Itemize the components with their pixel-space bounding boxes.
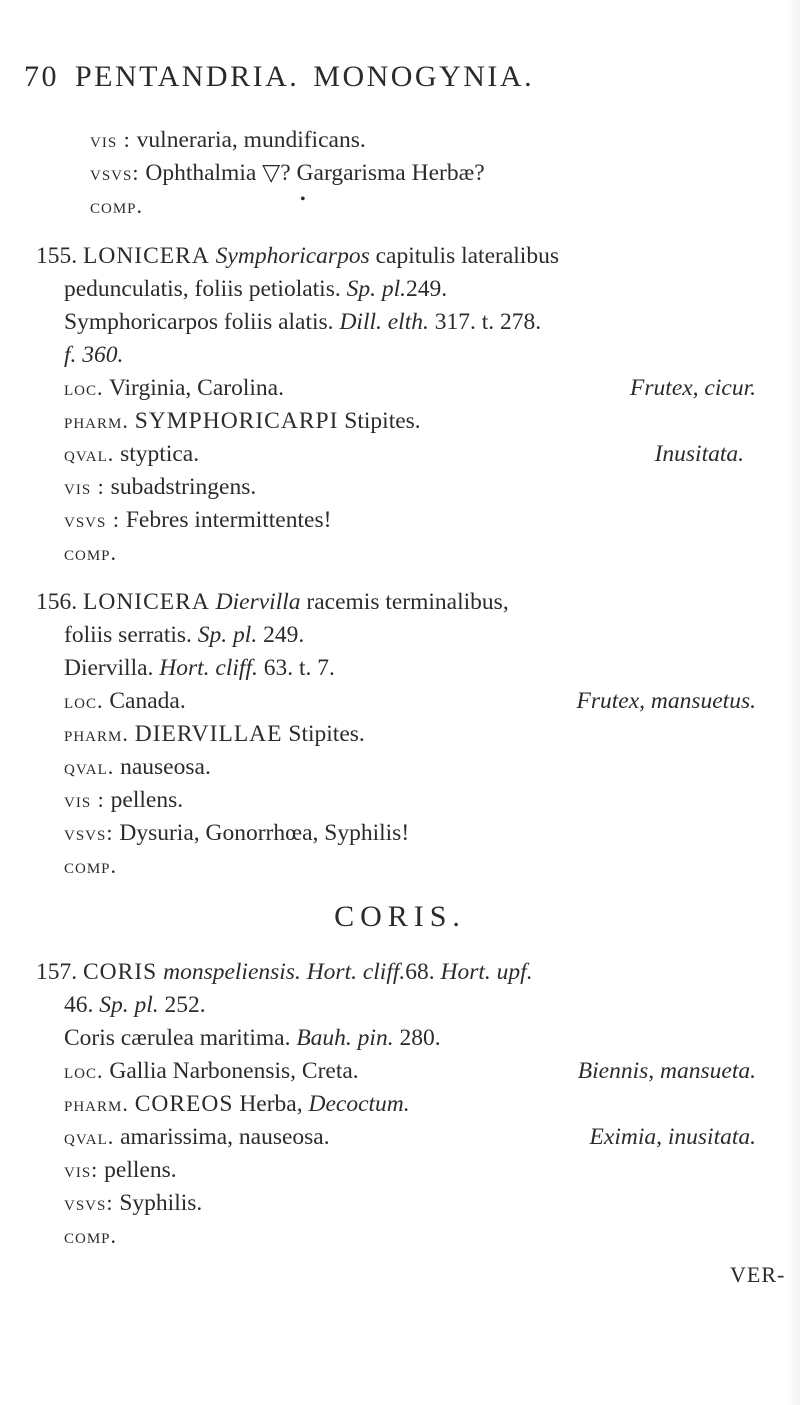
entry-157-vsus: vsvs: Syphilis. (64, 1190, 203, 1216)
entry-157-qual-right: Eximia, inusitata. (589, 1124, 756, 1150)
entry-156-heading: 156. LONICERA Diervilla racemis terminalibus, (36, 589, 509, 615)
entry-155-vsus: vsvs : Febres intermittentes! (64, 507, 332, 533)
page-spine-shadow (786, 0, 800, 1405)
top-comp-line: comp. (90, 193, 144, 218)
entry-155-comp: comp. (64, 540, 118, 565)
entry-156-loc: loc. Canada. (64, 688, 186, 714)
entry-155-loc-right: Frutex, cicur. (630, 375, 756, 401)
entry-155-loc: loc. Virginia, Carolina. (64, 375, 284, 401)
entry-155-pharm: pharm. SYMPHORICARPI Stipites. (64, 408, 421, 434)
entry-155-vis: vis : subadstringens. (64, 474, 257, 500)
entry-156-loc-right: Frutex, mansuetus. (576, 688, 756, 714)
entry-156-pharm: pharm. DIERVILLAE Stipites. (64, 721, 365, 747)
entry-157-pharm: pharm. COREOS Herba, Decoctum. (64, 1091, 410, 1117)
entry-157-loc-right: Biennis, mansueta. (577, 1058, 756, 1084)
entry-157-vis: vis: pellens. (64, 1157, 177, 1183)
entry-157-synonym: Coris cærulea maritima. Bauh. pin. 280. (64, 1025, 441, 1051)
section-title-coris: CORIS. (334, 900, 466, 933)
entry-157-comp: comp. (64, 1223, 118, 1248)
entry-156-desc: foliis serratis. Sp. pl. 249. (64, 622, 305, 648)
entry-157-loc: loc. Gallia Narbonensis, Creta. (64, 1058, 359, 1084)
catchword: VER- (730, 1262, 786, 1287)
entry-155-desc: pedunculatis, foliis petiolatis. Sp. pl.249. (64, 276, 448, 302)
running-header (24, 60, 534, 94)
entry-156-vis: vis : pellens. (64, 787, 184, 813)
entry-156-vsus: vsvs: Dysuria, Gonorrhœa, Syphilis! (64, 820, 410, 846)
entry-157-refs: 46. Sp. pl. 252. (64, 992, 206, 1018)
top-vis-line: vis : vulneraria, mundificans. (90, 127, 366, 153)
entry-156-synonym: Diervilla. Hort. cliff. 63. t. 7. (64, 655, 335, 681)
entry-156-qual: qval. nauseosa. (64, 754, 211, 780)
header-subtitle: MONOGYNIA. (313, 60, 535, 93)
entry-157-qual: qval. amarissima, nauseosa. (64, 1124, 330, 1150)
entry-155-heading: 155. LONICERA Symphoricarpos capitulis lateralibus (36, 243, 559, 269)
entry-156-comp: comp. (64, 853, 118, 878)
top-vsus-line: vsvs: Ophthalmia ▽? Gargarisma Herbæ? (90, 160, 485, 186)
header-title: PENTANDRIA. (75, 60, 300, 93)
entry-155-synonym-fig: f. 360. (64, 342, 124, 368)
top-comp-mark: • (300, 191, 306, 208)
page-number: 70 (24, 60, 59, 93)
entry-155-synonym: Symphoricarpos foliis alatis. Dill. elth. 317. t. 278. (64, 309, 542, 335)
entry-155-qual: qval. styptica. (64, 441, 200, 467)
entry-155-qual-right: Inusitata. (654, 441, 744, 467)
entry-157-heading: 157. CORIS monspeliensis. Hort. cliff.68. Hort. upf. (36, 959, 533, 985)
